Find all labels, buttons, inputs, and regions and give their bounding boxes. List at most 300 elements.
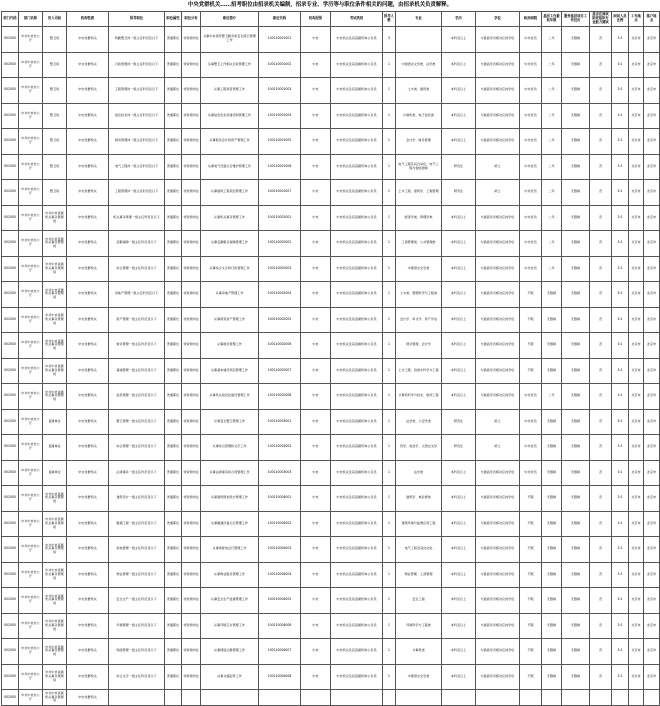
table-cell: 普通职位	[165, 588, 182, 614]
table-cell: 与最高学历相对应的学位	[476, 333, 520, 359]
table-cell: 非资源岗位	[182, 333, 201, 359]
table-cell: 从事建筑规划设计管理工作	[201, 486, 259, 512]
table-cell: 中央机关及其直属机构公务员	[331, 256, 383, 282]
table-cell: 供电管理一级主任科员及以下	[109, 537, 165, 563]
table-cell: 中央机关及其直属机构公务员	[331, 486, 383, 512]
table-cell: 综合管理一级主任科员及以下	[109, 435, 165, 461]
table-cell: 中央机关及其直属机构公务员	[331, 511, 383, 537]
table-cell: 3:1	[612, 78, 629, 104]
table-row	[2, 205, 660, 231]
table-cell: 100110004008	[259, 664, 301, 690]
table-cell: 与最高学历相对应的学位	[476, 613, 520, 639]
table-cell: 中共中央办公厅	[19, 78, 43, 104]
table-cell: 100110004001	[259, 486, 301, 512]
table-cell: 3:1	[612, 129, 629, 155]
table-cell: 中共党员	[520, 180, 542, 206]
table-cell: 002000	[2, 409, 19, 435]
table-cell: 中央党群机关	[67, 358, 109, 384]
table-cell: 中央	[301, 78, 331, 104]
table-cell: 非资源岗位	[182, 52, 201, 78]
table-cell: 非资源岗位	[182, 511, 201, 537]
table-cell	[629, 690, 644, 706]
table-cell: 不限	[520, 562, 542, 588]
table-cell: 无限制	[562, 358, 590, 384]
table-cell: 从事建筑工程项目管理工作	[201, 180, 259, 206]
table-cell: 中共党员	[520, 409, 542, 435]
table-cell: 北京市	[629, 664, 644, 690]
table-cell: 中共党员	[520, 435, 542, 461]
table-cell: 否	[590, 154, 612, 180]
table-cell: 北京市	[629, 588, 644, 614]
table-cell: 北京市	[629, 333, 644, 359]
column-header: 职位属性	[165, 12, 182, 27]
column-header: 政治面貌	[520, 12, 542, 27]
table-cell: 中央党群机关	[67, 384, 109, 410]
table-cell: 物业管理、工商管理	[396, 562, 442, 588]
table-cell: 无限制	[542, 588, 562, 614]
table-cell: 安全生产一级主任科员及以下	[109, 588, 165, 614]
table-cell	[331, 690, 383, 706]
table-cell: 研究生	[442, 180, 476, 206]
table-cell: 3:1	[612, 435, 629, 461]
table-cell: 北京市	[644, 511, 660, 537]
table-cell: 中共中央办公厅	[19, 537, 43, 563]
table-cell: 从事安全警卫管理工作	[201, 409, 259, 435]
table-cell: 从事国有资产管理工作	[201, 307, 259, 333]
table-cell: 北京市	[629, 435, 644, 461]
table-cell: 中共中央直属机关事务管理局	[43, 613, 67, 639]
table-cell: 北京市	[644, 231, 660, 257]
table-cell: 100110004004	[259, 562, 301, 588]
table-cell: 从事环境卫生管理工作	[201, 613, 259, 639]
table-cell: 本科及以上	[442, 205, 476, 231]
table-row	[2, 27, 660, 53]
table-cell: 3:1	[612, 588, 629, 614]
table-cell: 非资源岗位	[182, 588, 201, 614]
table-cell: 中央党群机关	[67, 282, 109, 308]
table-row	[2, 639, 660, 665]
table-cell: 002000	[2, 129, 19, 155]
table-cell: 本科及以上	[442, 27, 476, 53]
table-cell: 从事房地产管理工作	[201, 282, 259, 308]
table-cell: 普通职位	[165, 537, 182, 563]
table-cell: 3:1	[612, 256, 629, 282]
table-cell: 无限制	[542, 613, 562, 639]
table-cell: 1	[383, 537, 396, 563]
table-cell: 中央机关及其直属机构公务员	[331, 154, 383, 180]
table-cell: 中央机关及其直属机构公务员	[331, 537, 383, 563]
table-cell: 中央机关及其直属机构公务员	[331, 78, 383, 104]
table-cell: 不限	[520, 333, 542, 359]
table-cell: 否	[590, 180, 612, 206]
table-cell: 中共中央直属机关事务管理局	[43, 231, 67, 257]
table-cell: 中国语言文学类、法学类	[396, 52, 442, 78]
table-row	[2, 460, 660, 486]
table-cell: 中共中央直属机关事务管理局	[43, 511, 67, 537]
column-header: 部门代码	[2, 12, 19, 27]
table-cell: 北京市	[629, 307, 644, 333]
table-cell: 与最高学历相对应的学位	[476, 103, 520, 129]
table-cell: 网络管理一级主任科员及以下	[109, 639, 165, 665]
table-cell: 二年	[542, 27, 562, 53]
table-cell: 普通职位	[165, 384, 182, 410]
table-cell: 北京市	[644, 562, 660, 588]
table-cell: 二年	[542, 129, 562, 155]
table-cell: 中央党群机关	[67, 460, 109, 486]
column-header: 职位分布	[182, 12, 201, 27]
table-cell: 中央	[301, 384, 331, 410]
table-cell: 中国语言文学类	[396, 664, 442, 690]
table-cell: 从事安全生产监督管理工作	[201, 588, 259, 614]
table-cell: 3:1	[612, 358, 629, 384]
table-cell: 1	[383, 639, 396, 665]
table-cell: 本科及以上	[442, 384, 476, 410]
table-cell: 非资源岗位	[182, 231, 201, 257]
table-cell: 中央	[301, 52, 331, 78]
table-cell: 警卫局	[43, 154, 67, 180]
table-cell: 法学类、公安学类	[396, 409, 442, 435]
table-cell: 无限制	[562, 27, 590, 53]
table-row	[2, 103, 660, 129]
table-cell	[562, 690, 590, 706]
table-row	[2, 180, 660, 206]
table-cell: 与最高学历相对应的学位	[476, 562, 520, 588]
table-cell: 3:1	[612, 562, 629, 588]
table-cell: 非资源岗位	[182, 639, 201, 665]
table-cell: 财务管理一级主任科员及以下	[109, 333, 165, 359]
table-cell: 中共中央办公厅	[19, 588, 43, 614]
table-cell: 中共中央办公厅	[19, 256, 43, 282]
table-cell: 普通职位	[165, 256, 182, 282]
table-cell: 1	[383, 384, 396, 410]
table-cell: 北京市	[644, 333, 660, 359]
table-cell: 非资源岗位	[182, 103, 201, 129]
table-cell: 中央党群机关	[67, 537, 109, 563]
table-cell: 中央	[301, 307, 331, 333]
table-cell: 电气工程及其自动化、电气工程与智能控制	[396, 154, 442, 180]
table-cell	[396, 690, 442, 706]
table-cell: 硕士	[476, 409, 520, 435]
table-cell: 与最高学历相对应的学位	[476, 307, 520, 333]
table-cell: 本科及以上	[442, 231, 476, 257]
table-cell: 本科及以上	[442, 613, 476, 639]
table-cell: 002000	[2, 460, 19, 486]
table-cell: 中共中央直属机关事务管理局	[43, 205, 67, 231]
table-cell: 否	[590, 639, 612, 665]
table-cell: 100110001005	[259, 129, 301, 155]
column-header: 面试人员比例	[612, 12, 629, 27]
table-cell: 中央党群机关	[67, 562, 109, 588]
table-cell: 中共中央直属机关事务管理局	[43, 256, 67, 282]
table-cell: 002000	[2, 384, 19, 410]
table-cell: 中央机关及其直属机构公务员	[331, 409, 383, 435]
table-cell: 中共党员	[520, 78, 542, 104]
table-cell: 中共中央办公厅	[19, 511, 43, 537]
table-cell: 建筑设计一级主任科员及以下	[109, 486, 165, 512]
table-cell: 二年	[542, 205, 562, 231]
table-cell: 否	[590, 231, 612, 257]
table-cell: 中共党员	[520, 205, 542, 231]
table-cell: 二年	[542, 103, 562, 129]
table-cell: 100110003002	[259, 435, 301, 461]
table-cell: 哲学、政治学、汉语言文学	[396, 435, 442, 461]
table-cell: 与最高学历相对应的学位	[476, 664, 520, 690]
table-cell: 计算机类、电子信息类	[396, 103, 442, 129]
table-cell: 100110003001	[259, 409, 301, 435]
table-cell: 无限制	[542, 460, 562, 486]
table-cell: 土木类、管理科学与工程类	[396, 282, 442, 308]
table-row	[2, 435, 660, 461]
table-cell: 从事暖通设备运行管理工作	[201, 511, 259, 537]
table-cell: 中央党群机关	[67, 664, 109, 690]
table-cell: 从事综合文字和行政管理工作	[201, 256, 259, 282]
column-header: 工作地点	[629, 12, 644, 27]
table-cell: 无限制	[542, 664, 562, 690]
table-cell: 与最高学历相对应的学位	[476, 460, 520, 486]
table-cell: 建筑学、城乡规划	[396, 486, 442, 512]
table-cell: 北京市	[644, 256, 660, 282]
table-cell: 普通职位	[165, 154, 182, 180]
table-cell: 中共中央直属机关事务管理局	[43, 486, 67, 512]
table-cell: 本科及以上	[442, 129, 476, 155]
table-cell: 本科及以上	[442, 511, 476, 537]
table-cell: 非资源岗位	[182, 358, 201, 384]
table-cell: 中央机关及其直属机构公务员	[331, 613, 383, 639]
table-cell: 无限制	[562, 282, 590, 308]
table-cell: 中央	[301, 562, 331, 588]
table-cell: 非资源岗位	[182, 205, 201, 231]
table-cell: 否	[590, 486, 612, 512]
table-cell: 非资源岗位	[182, 78, 201, 104]
table-cell: 财务管理、会计学	[396, 333, 442, 359]
table-cell: 非资源岗位	[182, 409, 201, 435]
table-cell: 中央	[301, 333, 331, 359]
table-cell: 不限	[520, 358, 542, 384]
table-cell: 中央机关及其直属机构公务员	[331, 435, 383, 461]
table-cell: 从事警卫工作相关行政管理工作	[201, 52, 259, 78]
table-cell: 中央	[301, 154, 331, 180]
column-header: 学位	[476, 12, 520, 27]
table-cell: 中央机关及其直属机构公务员	[331, 562, 383, 588]
table-cell: 无限制	[562, 511, 590, 537]
table-cell: 硕士	[476, 154, 520, 180]
table-cell: 二年	[542, 384, 562, 410]
table-cell: 中共中央办公厅	[19, 52, 43, 78]
table-cell: 中共中央办公厅	[19, 690, 43, 706]
table-cell: 无限制	[562, 435, 590, 461]
table-cell: 002000	[2, 537, 19, 563]
table-cell: 北京市	[629, 129, 644, 155]
table-cell: 中央	[301, 205, 331, 231]
table-cell: 从事文稿起草工作	[201, 664, 259, 690]
table-cell: 3:1	[612, 27, 629, 53]
table-cell: 无限制	[542, 358, 562, 384]
table-cell: 中央机关及其直属机构公务员	[331, 460, 383, 486]
table-cell: 暖通工程一级主任科员及以下	[109, 511, 165, 537]
table-cell: 不限	[520, 486, 542, 512]
table-cell: 否	[590, 537, 612, 563]
table-cell: 不限	[520, 639, 542, 665]
table-cell: 本科及以上	[442, 562, 476, 588]
table-cell: 1	[383, 231, 396, 257]
table-cell: 警卫管理一级主任科员及以下	[109, 409, 165, 435]
table-cell: 非资源岗位	[182, 486, 201, 512]
table-cell: 普通职位	[165, 27, 182, 53]
table-cell: 1	[383, 664, 396, 690]
table-cell: 中共中央办公厅	[19, 384, 43, 410]
table-cell: 1	[383, 460, 396, 486]
table-cell: 无限制	[542, 333, 562, 359]
table-cell: 法律事务一级主任科员及以下	[109, 460, 165, 486]
table-cell: 无限制	[562, 537, 590, 563]
table-cell: 与最高学历相对应的学位	[476, 358, 520, 384]
table-cell: 中共中央办公厅	[19, 205, 43, 231]
table-cell: 非资源岗位	[182, 384, 201, 410]
table-cell: 无限制	[562, 333, 590, 359]
table-cell: 中央机关及其直属机构公务员	[331, 333, 383, 359]
table-cell: 从事电气设备运行维护管理工作	[201, 154, 259, 180]
table-cell: 北京市	[644, 537, 660, 563]
table-cell: 中央党群机关	[67, 613, 109, 639]
table-cell: 3:1	[612, 180, 629, 206]
table-cell: 100110002004	[259, 282, 301, 308]
table-cell: 北京市	[644, 282, 660, 308]
table-cell: 中央党群机关	[67, 409, 109, 435]
table-cell: 无限制	[562, 460, 590, 486]
table-cell: 中共中央直属机关事务管理局	[43, 333, 67, 359]
table-cell: 北京市	[629, 562, 644, 588]
table-cell: 北京市	[644, 129, 660, 155]
table-cell: 从事信息化系统建设和管理工作	[201, 103, 259, 129]
table-cell: 警卫局	[43, 78, 67, 104]
table-cell: 计算机类	[396, 639, 442, 665]
table-row	[2, 333, 660, 359]
table-cell: 非资源岗位	[182, 664, 201, 690]
table-cell: 中共党员	[520, 460, 542, 486]
table-cell: 1	[383, 52, 396, 78]
table-cell: 北京市	[644, 409, 660, 435]
table-cell: 特勤警卫岗一级主任科员及以下	[109, 27, 165, 53]
table-cell: 普通职位	[165, 639, 182, 665]
table-cell: 否	[590, 205, 612, 231]
table-cell: 中共党员	[520, 52, 542, 78]
table-cell: 中共中央直属机关事务管理局	[43, 307, 67, 333]
table-cell: 北京市	[644, 358, 660, 384]
table-cell: 非资源岗位	[182, 537, 201, 563]
header-row	[2, 12, 660, 27]
table-cell: 3:1	[612, 639, 629, 665]
table-cell: 土木工程、建筑学、工程管理	[396, 180, 442, 206]
table-cell: 资产管理一级主任科员及以下	[109, 307, 165, 333]
table-cell: 中共中央办公厅	[19, 486, 43, 512]
table-cell: 无限制	[562, 664, 590, 690]
table-cell: 中央党群机关	[67, 435, 109, 461]
table-cell: 普通职位	[165, 282, 182, 308]
table-cell: 与最高学历相对应的学位	[476, 129, 520, 155]
table-cell: 北京市	[629, 231, 644, 257]
table-row	[2, 52, 660, 78]
table-row	[2, 511, 660, 537]
table-cell: 警卫局	[43, 27, 67, 53]
table-cell: 中央机关及其直属机构公务员	[331, 664, 383, 690]
table-cell: 北京市	[629, 27, 644, 53]
table-row	[2, 282, 660, 308]
table-row	[2, 562, 660, 588]
table-cell: 中央	[301, 613, 331, 639]
table-cell: 普通职位	[165, 231, 182, 257]
table-cell: 本科及以上	[442, 460, 476, 486]
table-cell: 否	[590, 358, 612, 384]
table-cell: 100110002007	[259, 358, 301, 384]
table-cell: 北京市	[629, 103, 644, 129]
table-cell: 普通职位	[165, 460, 182, 486]
table-cell: 中央党群机关	[67, 690, 109, 706]
table-cell: 无限制	[562, 129, 590, 155]
table-cell: 无限制	[562, 307, 590, 333]
table-cell: 二年	[542, 180, 562, 206]
table-cell: 002000	[2, 307, 19, 333]
table-cell: 非资源岗位	[182, 180, 201, 206]
table-cell: 否	[590, 435, 612, 461]
table-cell: 否	[590, 27, 612, 53]
table-cell: 1	[383, 588, 396, 614]
table-cell: 财务管理岗一级主任科员及以下	[109, 129, 165, 155]
table-cell: 中央党群机关	[67, 180, 109, 206]
table-cell: 100110004003	[259, 537, 301, 563]
table-cell: 1	[383, 256, 396, 282]
job-table	[1, 11, 660, 706]
table-cell: 工商管理类、公共管理类	[396, 231, 442, 257]
table-cell: 否	[590, 307, 612, 333]
table-cell: 与最高学历相对应的学位	[476, 486, 520, 512]
table-cell: 否	[590, 52, 612, 78]
table-cell: 工程管理岗一级主任科员及以下	[109, 78, 165, 104]
table-cell: 3:1	[612, 613, 629, 639]
table-cell: 1	[383, 333, 396, 359]
table-cell: 中共中央办公厅	[19, 129, 43, 155]
table-cell: 北京市	[629, 639, 644, 665]
table-cell: 计算机科学与技术、软件工程	[396, 384, 442, 410]
table-cell: 与最高学历相对应的学位	[476, 511, 520, 537]
table-cell	[383, 690, 396, 706]
table-cell: 无限制	[562, 78, 590, 104]
table-cell: 与最高学历相对应的学位	[476, 52, 520, 78]
table-cell: 中央	[301, 664, 331, 690]
table-cell: 与最高学历相对应的学位	[476, 78, 520, 104]
table-cell: 1	[383, 435, 396, 461]
table-cell: 二年	[542, 78, 562, 104]
column-header: 基层工作最低年限	[542, 12, 562, 27]
table-cell: 002000	[2, 664, 19, 690]
table-cell: 002000	[2, 358, 19, 384]
table-cell: 中共党员	[520, 129, 542, 155]
table-cell: 普通职位	[165, 307, 182, 333]
table-cell: 本科及以上	[442, 256, 476, 282]
table-cell: 普通职位	[165, 103, 182, 129]
table-cell: 北京市	[644, 486, 660, 512]
table-cell: 002000	[2, 52, 19, 78]
table-cell: 中共中央办公厅	[19, 231, 43, 257]
table-cell: 3:1	[612, 664, 629, 690]
table-cell: 1	[383, 613, 396, 639]
table-cell: 从事机关信息化建设管理工作	[201, 384, 259, 410]
table-cell: 本科及以上	[442, 103, 476, 129]
table-cell: 100110001006	[259, 154, 301, 180]
table-cell: 3:1	[612, 154, 629, 180]
table-cell: 002000	[2, 333, 19, 359]
table-cell: 中央机关及其直属机构公务员	[331, 358, 383, 384]
table-cell	[165, 690, 182, 706]
